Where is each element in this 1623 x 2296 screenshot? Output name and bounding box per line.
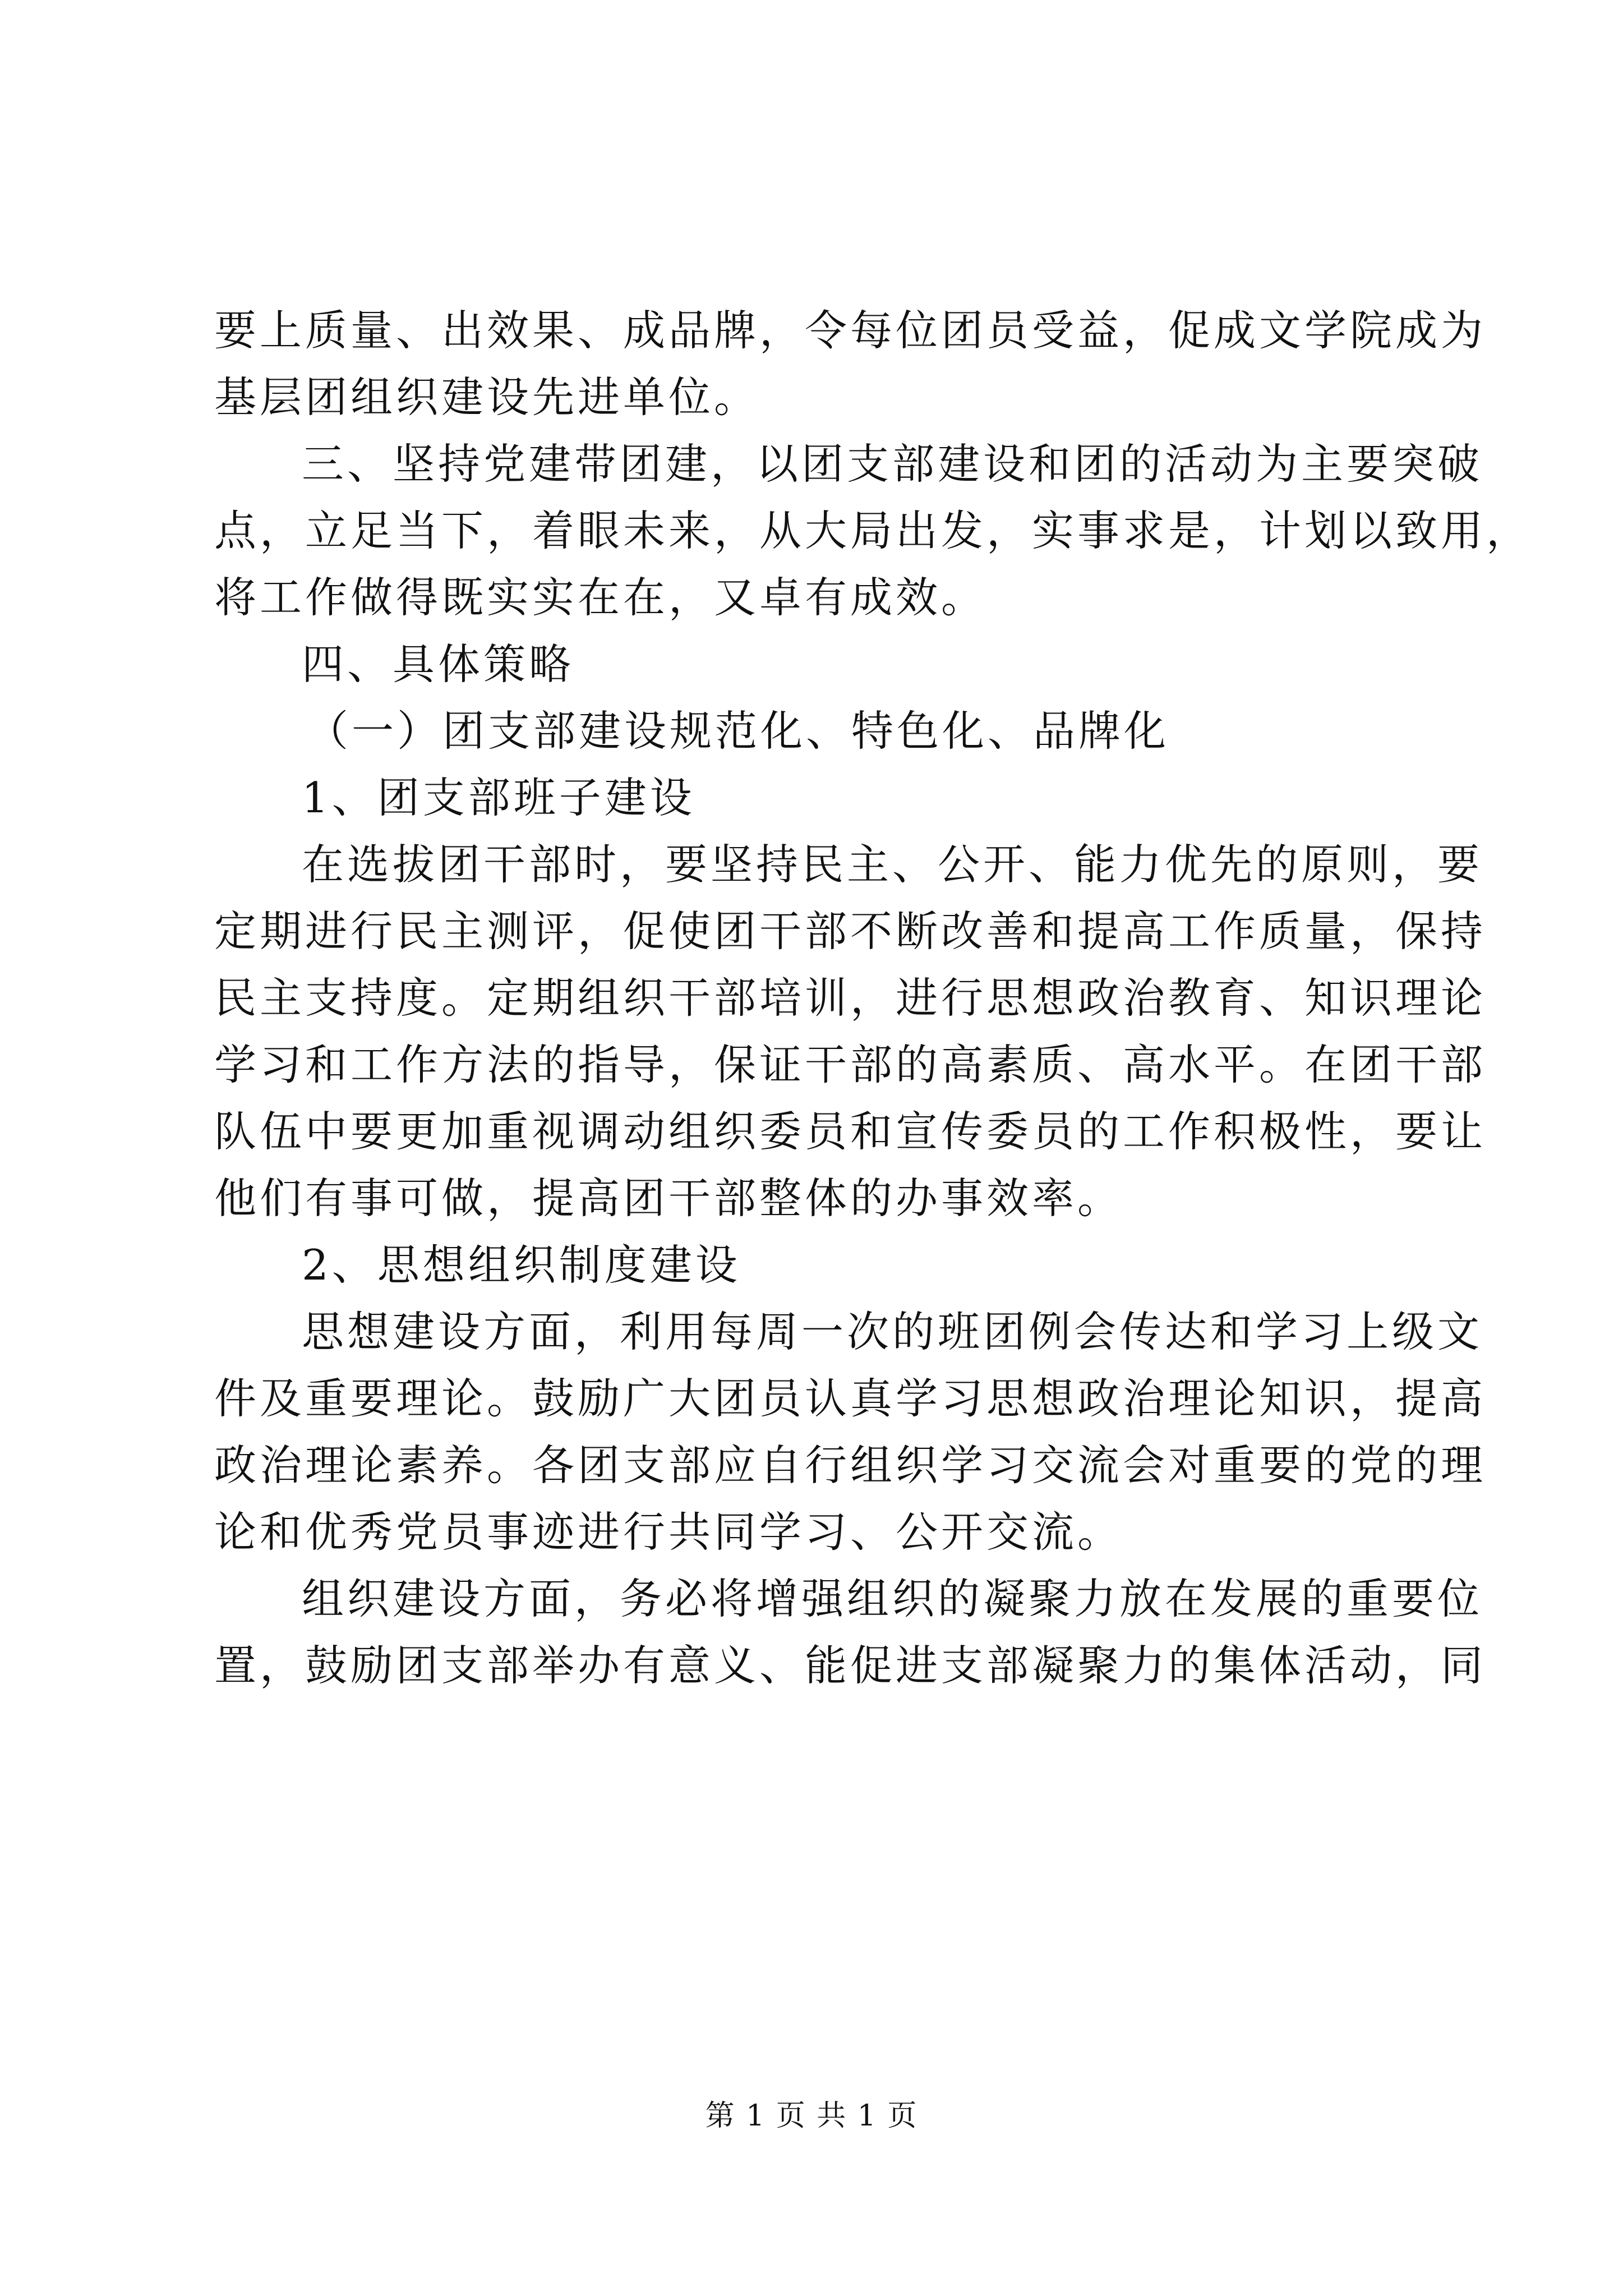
document-body <box>214 297 1532 1699</box>
text-line: 论和优秀党员事迹进行共同学习、公开交流。 <box>214 1507 1123 1557</box>
text-line: 要上质量、出效果、成品牌，令每位团员受益，促成文学院成为 <box>214 306 1487 355</box>
text-line: 民主支持度。定期组织干部培训，进行思想政治教育、知识理论 <box>214 973 1487 1023</box>
text-line: 思想建设方面，利用每周一次的班团例会传达和学习上级文 <box>302 1307 1483 1356</box>
text-line: 置，鼓励团支部举办有意义、能促进支部凝聚力的集体活动，同 <box>214 1641 1487 1690</box>
section-heading: 四、具体策略 <box>302 639 575 689</box>
section-heading: 三、坚持党建带团建，以团支部建设和团的活动为主要突破 <box>302 439 1483 489</box>
text-line: 学习和工作方法的指导，保证干部的高素质、高水平。在团干部 <box>214 1040 1487 1089</box>
text-line: 他们有事可做，提高团干部整体的办事效率。 <box>214 1174 1123 1223</box>
text-line: 基层团组织建设先进单位。 <box>214 372 760 422</box>
text-line: 点，立足当下，着眼未来，从大局出发，实事求是，计划以致用， <box>214 506 1532 555</box>
item-heading: 2、思想组织制度建设 <box>302 1240 741 1290</box>
text-line: 定期进行民主测评，促使团干部不断改善和提高工作质量，保持 <box>214 907 1487 956</box>
text-line: 在选拔团干部时，要坚持民主、公开、能力优先的原则，要 <box>302 840 1483 889</box>
text-line: 将工作做得既实实在在，又卓有成效。 <box>214 573 987 622</box>
page-number-label: 第 1 页 共 1 页 <box>705 2099 918 2133</box>
page-footer <box>0 2099 1623 2133</box>
item-heading: 1、团支部班子建设 <box>302 773 695 822</box>
text-line: 组织建设方面，务必将增强组织的凝聚力放在发展的重要位 <box>302 1574 1483 1623</box>
subsection-heading: （一）团支部建设规范化、特色化、品牌化 <box>306 706 1170 756</box>
text-line: 件及重要理论。鼓励广大团员认真学习思想政治理论知识，提高 <box>214 1374 1487 1423</box>
text-line: 政治理论素养。各团支部应自行组织学习交流会对重要的党的理 <box>214 1441 1487 1490</box>
text-line: 队伍中要更加重视调动组织委员和宣传委员的工作积极性，要让 <box>214 1107 1487 1156</box>
